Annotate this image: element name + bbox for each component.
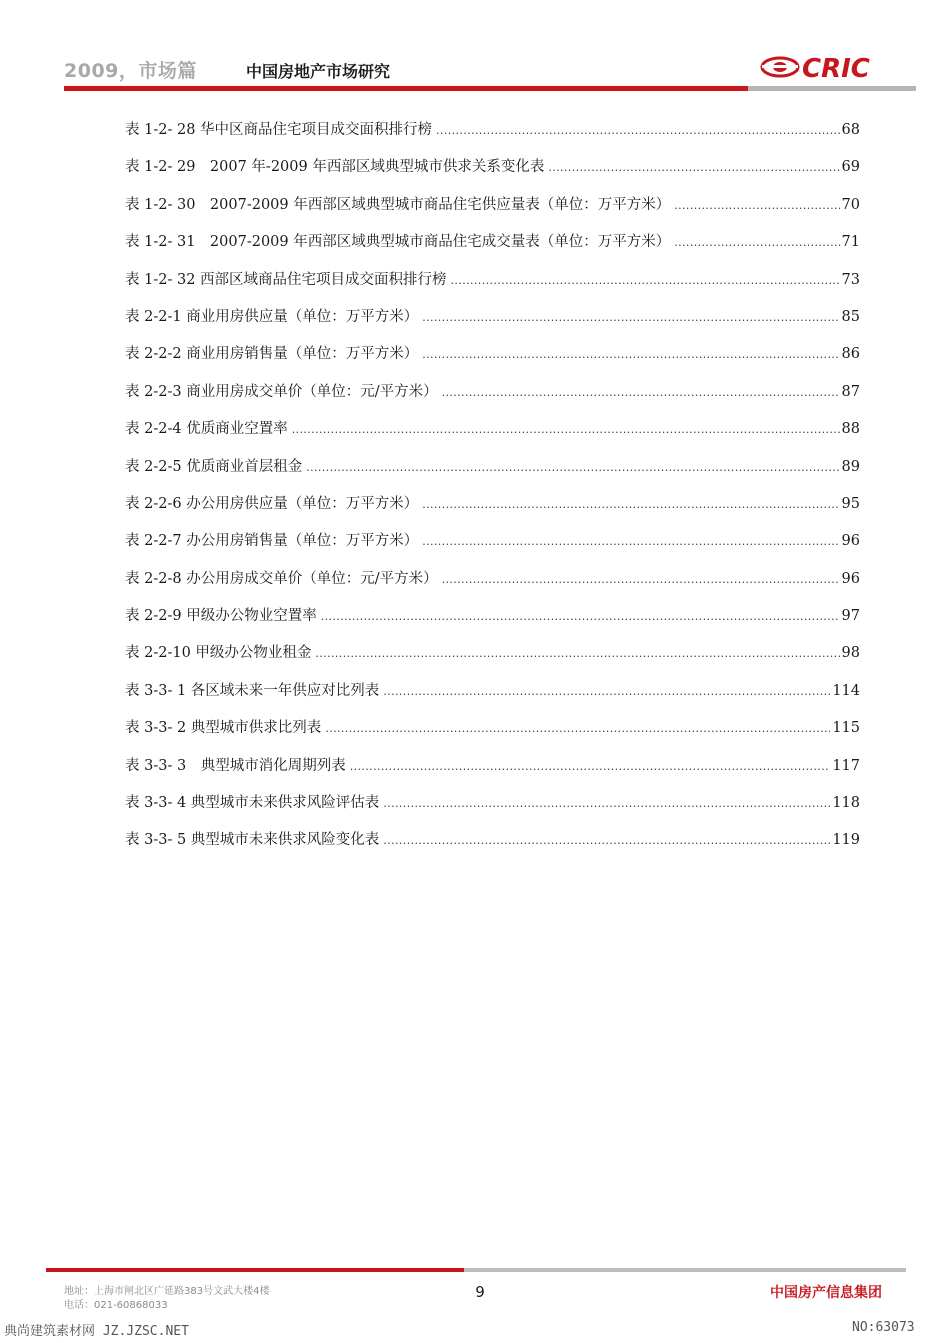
toc-dot-leader — [548, 161, 839, 174]
toc-entry[interactable] — [125, 155, 860, 192]
toc-entry-label: 表 3-3- 5 典型城市未来供求风险变化表 — [125, 832, 380, 849]
watermark-site: 典尚建筑素材网 JZ.JZSC.NET — [4, 1324, 189, 1339]
toc-dot-leader — [321, 610, 840, 623]
toc-entry-label: 表 1-2- 31 2007-2009 年西部区域典型城市商品住宅成交量表（单位：万平方米） — [125, 234, 671, 251]
toc-dot-leader — [383, 685, 830, 698]
footer-brand: 中国房产信息集团 — [770, 1285, 882, 1301]
toc-entry-page: 97 — [841, 608, 860, 625]
toc-dot-leader — [315, 647, 839, 660]
header-rule-red — [64, 86, 748, 91]
toc-dot-leader — [674, 236, 839, 249]
toc-entry-label: 表 2-2-1 商业用房供应量（单位：万平方米） — [125, 308, 419, 325]
toc-entry-page: 95 — [841, 495, 860, 512]
toc-dot-leader — [451, 274, 840, 287]
toc-entry[interactable] — [125, 193, 860, 230]
toc-entry-page: 89 — [841, 458, 860, 475]
toc-dot-leader — [674, 199, 839, 212]
toc-entry-page: 68 — [841, 122, 860, 138]
footer-address: 地址：上海市闸北区广延路383号文武大楼4楼 — [64, 1286, 270, 1297]
toc-dot-leader — [436, 124, 840, 137]
toc-entry-page: 118 — [832, 795, 860, 812]
toc-entry[interactable] — [125, 641, 860, 678]
toc-entry-label: 表 3-3- 2 典型城市供求比列表 — [125, 720, 322, 737]
toc-entry[interactable] — [125, 380, 860, 417]
toc-entry-label: 表 1-2- 28 华中区商品住宅项目成交面积排行榜 — [125, 122, 433, 138]
footer-phone: 电话：021-60868033 — [64, 1300, 168, 1311]
toc-dot-leader — [292, 423, 840, 436]
toc-dot-leader — [383, 834, 830, 847]
toc-entry[interactable] — [125, 492, 860, 529]
toc-entry-page: 70 — [841, 196, 860, 213]
toc-entry[interactable] — [125, 118, 860, 155]
watermark-number: NO:63073 — [852, 1320, 915, 1335]
toc-dot-leader — [442, 386, 840, 399]
toc-entry-label: 表 2-2-9 甲级办公物业空置率 — [125, 608, 317, 625]
toc-entry-label: 表 2-2-5 优质商业首层租金 — [125, 458, 303, 475]
toc-entry[interactable] — [125, 604, 860, 641]
toc-entry[interactable] — [125, 342, 860, 379]
toc-entry-page: 73 — [841, 271, 860, 288]
footer-rule-gray — [464, 1268, 906, 1272]
header-title: 中国房地产市场研究 — [246, 62, 391, 81]
toc-entry[interactable] — [125, 791, 860, 828]
toc-entry[interactable] — [125, 567, 860, 604]
toc-entry-label: 表 2-2-4 优质商业空置率 — [125, 421, 288, 438]
toc-entry-label: 表 2-2-3 商业用房成交单价（单位：元/平方米） — [125, 383, 438, 400]
toc-entry-page: 119 — [832, 832, 860, 849]
toc-entry[interactable] — [125, 305, 860, 342]
toc-entry-page: 114 — [832, 682, 860, 699]
toc-entry[interactable] — [125, 716, 860, 753]
toc-entry[interactable] — [125, 679, 860, 716]
toc-entry-page: 98 — [841, 645, 860, 662]
toc-entry-label: 表 2-2-2 商业用房销售量（单位：万平方米） — [125, 346, 419, 363]
header-rule-gray — [748, 86, 916, 91]
toc-entry-label: 表 2-2-6 办公用房供应量（单位：万平方米） — [125, 495, 419, 512]
footer-rule-red — [46, 1268, 464, 1272]
toc-dot-leader — [350, 760, 831, 773]
page-number: 9 — [475, 1283, 485, 1301]
toc-entry[interactable] — [125, 754, 860, 791]
toc-dot-leader — [325, 722, 830, 735]
toc-entry-page: 96 — [841, 570, 860, 587]
toc-dot-leader — [383, 797, 830, 810]
toc-dot-leader — [306, 461, 839, 474]
logo-text: CRIC — [802, 54, 870, 84]
toc-entry[interactable] — [125, 417, 860, 454]
toc-dot-leader — [422, 535, 839, 548]
toc-entry-page: 69 — [841, 159, 860, 176]
toc-entry[interactable] — [125, 455, 860, 492]
toc-entry-label: 表 3-3- 4 典型城市未来供求风险评估表 — [125, 795, 380, 812]
toc-entry[interactable] — [125, 529, 860, 566]
toc-dot-leader — [422, 348, 839, 361]
toc-entry[interactable] — [125, 230, 860, 267]
toc-entry-label: 表 1-2- 30 2007-2009 年西部区域典型城市商品住宅供应量表（单位：万平方米） — [125, 196, 671, 213]
toc-entry-page: 117 — [832, 757, 860, 774]
toc-entry-page: 88 — [841, 421, 860, 438]
toc-entry-page: 87 — [841, 383, 860, 400]
toc-entry-label: 表 1-2- 29 2007 年-2009 年西部区域典型城市供求关系变化表 — [125, 159, 545, 176]
toc-entry-page: 86 — [841, 346, 860, 363]
toc-entry-label: 表 2-2-10 甲级办公物业租金 — [125, 645, 312, 662]
header-year-section: 2009，市场篇 — [64, 60, 197, 82]
toc-dot-leader — [442, 573, 840, 586]
toc-dot-leader — [422, 498, 839, 511]
toc-entry[interactable] — [125, 268, 860, 305]
toc-entry-page: 71 — [841, 234, 860, 251]
table-list — [125, 118, 860, 866]
toc-entry-label: 表 1-2- 32 西部区域商品住宅项目成交面积排行榜 — [125, 271, 447, 288]
toc-entry-label: 表 2-2-7 办公用房销售量（单位：万平方米） — [125, 533, 419, 550]
toc-entry-label: 表 2-2-8 办公用房成交单价（单位：元/平方米） — [125, 570, 438, 587]
toc-entry-label: 表 3-3- 1 各区域未来一年供应对比列表 — [125, 682, 380, 699]
toc-dot-leader — [422, 311, 839, 324]
toc-entry-label: 表 3-3- 3 典型城市消化周期列表 — [125, 757, 346, 774]
toc-entry-page: 115 — [832, 720, 860, 737]
toc-entry[interactable] — [125, 828, 860, 865]
toc-entry-page: 96 — [841, 533, 860, 550]
cric-logo — [760, 50, 905, 84]
toc-entry-page: 85 — [841, 308, 860, 325]
